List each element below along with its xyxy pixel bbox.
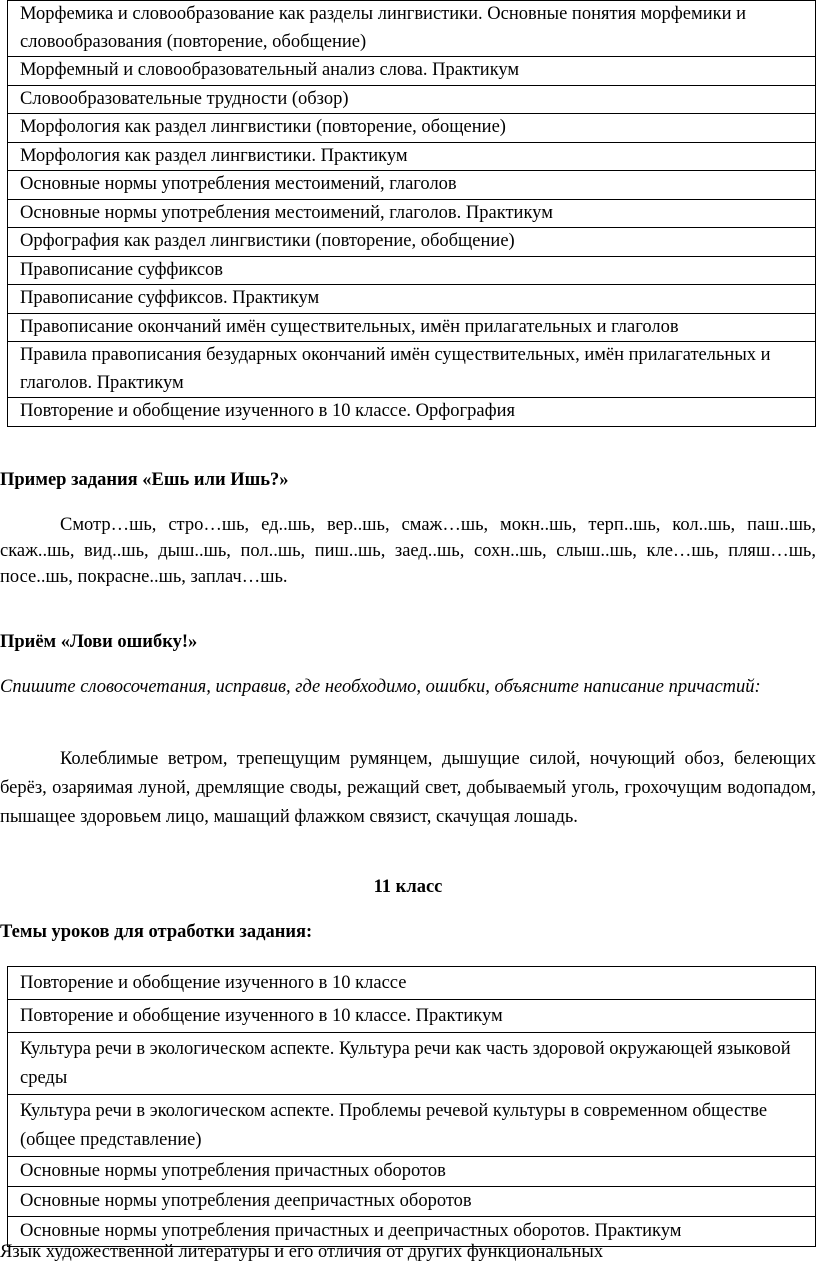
table-cell: Основные нормы употребления деепричастных оборотов <box>8 1187 816 1217</box>
table-cell: Повторение и обобщение изученного в 10 классе. Практикум <box>8 1000 816 1033</box>
table-row <box>8 285 816 314</box>
table-row <box>8 1095 816 1157</box>
table-cell: Основные нормы употребления местоимений, глаголов <box>8 171 816 200</box>
table-row <box>8 342 816 398</box>
table-cell: Правила правописания безударных окончаний имён существительных, имён прилагательных и глаголов. Практикум <box>8 342 816 398</box>
table-row <box>8 967 816 1000</box>
table-cell: Повторение и обобщение изученного в 10 классе <box>8 967 816 1000</box>
table-row <box>8 1033 816 1095</box>
table-row <box>8 199 816 228</box>
topics-heading: Темы уроков для отработки задания: <box>0 922 313 942</box>
table-row <box>8 313 816 342</box>
grade-title: 11 класс <box>373 877 443 897</box>
table-row <box>8 1157 816 1187</box>
table-cell: Основные нормы употребления причастных оборотов <box>8 1157 816 1187</box>
technique-heading: Приём «Лови ошибку!» <box>0 632 198 652</box>
table-cell: Морфемика и словообразование как разделы лингвистики. Основные понятия морфемики и словообразования (повторение, обобщение) <box>8 1 816 57</box>
example-text: Смотр…шь, стро…шь, ед..шь, вер..шь, смаж…шь, мокн..шь, терп..шь, кол..шь, паш..шь, скаж..шь, вид..шь, дыш..шь, пол..шь, пиш..шь, заед..шь, сохн..шь, слыш..шь, кле…шь, пляш…шь, посе..шь, покрасне..шь, заплач…шь. <box>0 515 816 587</box>
table-row <box>8 57 816 86</box>
technique-text: Колеблимые ветром, трепещущим румянцем, дышущие силой, ночующий обоз, белеющих берёз, озаряимая луной, дремлящие своды, режащий свет, добываемый уголь, грохочущим водопадом, пышащее здоровьем лицо, машащий флажком связист, скачущая лошадь. <box>0 749 816 827</box>
table-row <box>8 256 816 285</box>
table-row <box>8 228 816 257</box>
lesson-topics-table-11 <box>7 966 816 1247</box>
table-row <box>8 142 816 171</box>
table-row <box>8 1000 816 1033</box>
technique-instruction: Спишите словосочетания, исправив, где необходимо, ошибки, объясните написание причастий: <box>0 677 761 697</box>
table-cell: Правописание окончаний имён существительных, имён прилагательных и глаголов <box>8 313 816 342</box>
table-row <box>8 398 816 427</box>
table-cell: Морфология как раздел лингвистики. Практикум <box>8 142 816 171</box>
table-cell: Правописание суффиксов <box>8 256 816 285</box>
table-cell: Морфемный и словообразовательный анализ слова. Практикум <box>8 57 816 86</box>
table-row <box>8 85 816 114</box>
table-cell: Культура речи в экологическом аспекте. Проблемы речевой культуры в современном обществе (общее представление) <box>8 1095 816 1157</box>
table-cell: Правописание суффиксов. Практикум <box>8 285 816 314</box>
table-row <box>8 114 816 143</box>
example-heading: Пример задания «Ешь или Ишь?» <box>0 470 289 490</box>
table-cell: Основные нормы употребления местоимений, глаголов. Практикум <box>8 199 816 228</box>
table-row <box>8 1 816 57</box>
trailing-text: Язык художественной литературы и его отличия от других функциональных <box>0 1242 604 1262</box>
table-cell: Словообразовательные трудности (обзор) <box>8 85 816 114</box>
table-cell: Культура речи в экологическом аспекте. Культура речи как часть здоровой окружающей языковой среды <box>8 1033 816 1095</box>
table-cell: Основные нормы употребления причастных и деепричастных оборотов. Практикум <box>8 1217 816 1247</box>
table-cell: Повторение и обобщение изученного в 10 классе. Орфография <box>8 398 816 427</box>
table-row <box>8 171 816 200</box>
lesson-topics-table-10 <box>7 0 816 427</box>
table-row <box>8 1187 816 1217</box>
table-cell: Морфология как раздел лингвистики (повторение, обощение) <box>8 114 816 143</box>
table-cell: Орфография как раздел лингвистики (повторение, обобщение) <box>8 228 816 257</box>
